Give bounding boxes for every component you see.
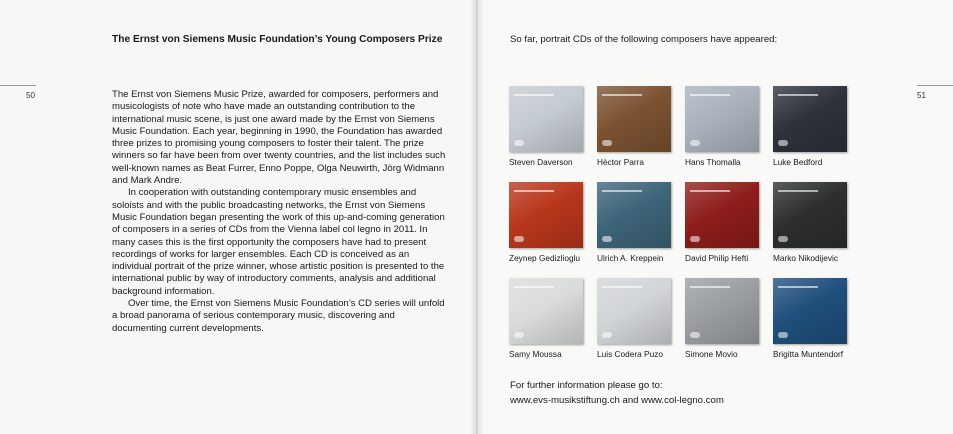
label-logo-icon	[690, 236, 700, 242]
cover-title-bar	[514, 190, 554, 192]
cover-title-bar	[690, 286, 730, 288]
cd-cover	[685, 182, 759, 248]
cd-item	[685, 278, 759, 359]
cd-composer-name: David Philip Hefti	[685, 253, 749, 263]
label-logo-icon	[602, 140, 612, 146]
label-logo-icon	[602, 236, 612, 242]
cd-composer-name: Hèctor Parra	[597, 157, 645, 167]
cd-cover	[509, 278, 583, 344]
cd-cover	[773, 278, 847, 344]
cd-composer-name: Hans Thomalla	[685, 157, 741, 167]
further-info	[510, 379, 724, 408]
paragraph-3: Over time, the Ernst von Siemens Music Foundation’s CD series will unfold a broad panorama of serious contemporary music, discovering and documenting current developments.	[112, 298, 445, 334]
cd-composer-name: Brigitta Muntendorf	[773, 349, 844, 359]
page-title: The Ernst von Siemens Music Foundation’s Young Composers Prize	[112, 34, 443, 45]
cd-composer-name: Luis Codera Puzo	[597, 349, 663, 359]
cd-row	[509, 182, 849, 263]
page-gutter	[470, 0, 484, 434]
paragraph-1: The Ernst von Siemens Music Prize, awarded for composers, performers and musicologists of note who have made an outstanding contribution to the international music scene, is just one award made by the Ernst von Siemens Music Foundation. Each year, beginning in 1990, the Foundation has awarded three prizes to promising young composers to foster their talent. The prize winners so far have been from over twenty countries, and the list includes such well-known names as Beat Furrer, Enno Poppe, Olga Neuwirth, Jörg Widmann and Mark Andre.	[112, 89, 446, 187]
cd-item	[773, 182, 847, 263]
label-logo-icon	[514, 332, 524, 338]
cover-title-bar	[690, 94, 730, 96]
cover-title-bar	[602, 94, 642, 96]
cover-title-bar	[514, 94, 554, 96]
folio-rule-left	[0, 85, 36, 86]
left-page	[0, 0, 476, 434]
cd-cover	[509, 86, 583, 152]
cover-title-bar	[778, 94, 818, 96]
cover-title-bar	[778, 286, 818, 288]
cd-row	[509, 278, 849, 359]
further-info-label: For further information please go to:	[510, 380, 663, 391]
label-logo-icon	[778, 140, 788, 146]
cd-cover	[773, 182, 847, 248]
cd-item	[597, 278, 671, 359]
paragraph-2: In cooperation with outstanding contemporary music ensembles and soloists and with the public broadcasting networks, the Ernst von Siemens Music Foundation began presenting the work of this up-and-coming generation of composers in a series of CDs from the Vienna label col legno in 2011. In many cases this is the first opportunity the composers have had to present recordings of works for larger ensembles. Each CD is conceived as an individual portrait of the prize winner, whose artistic position is presented to the international public by way of introductory comments, analysis and additional background information.	[112, 187, 445, 297]
cd-row	[509, 86, 849, 167]
label-logo-icon	[778, 236, 788, 242]
cd-composer-name: Luke Bedford	[773, 157, 823, 167]
cover-title-bar	[778, 190, 818, 192]
cd-composer-name: Ulrich A. Kreppein	[597, 253, 664, 263]
cd-composer-name: Steven Daverson	[509, 157, 573, 167]
page-number-right: 51	[917, 91, 926, 100]
cd-item	[509, 86, 583, 167]
cd-cover	[597, 182, 671, 248]
label-logo-icon	[690, 140, 700, 146]
cd-cover	[597, 278, 671, 344]
cd-item	[597, 182, 671, 263]
body-text	[112, 89, 450, 335]
cd-composer-name: Marko Nikodijevic	[773, 253, 839, 263]
cd-item	[685, 182, 759, 263]
cd-composer-name: Samy Moussa	[509, 349, 562, 359]
cd-cover	[597, 86, 671, 152]
cd-item	[597, 86, 671, 167]
label-logo-icon	[690, 332, 700, 338]
page-number-left: 50	[26, 91, 35, 100]
cd-item	[509, 182, 583, 263]
cd-cover	[685, 278, 759, 344]
label-logo-icon	[514, 140, 524, 146]
cd-cover	[685, 86, 759, 152]
cd-item	[773, 86, 847, 167]
further-info-links: www.evs-musikstiftung.ch and www.col-legno.com	[510, 394, 724, 406]
cd-composer-name: Zeynep Gedizlioglu	[509, 253, 581, 263]
cover-title-bar	[690, 190, 730, 192]
cd-grid	[509, 86, 849, 374]
cover-title-bar	[602, 286, 642, 288]
label-logo-icon	[514, 236, 524, 242]
cd-cover	[773, 86, 847, 152]
folio-rule-right	[917, 85, 953, 86]
cd-list-intro: So far, portrait CDs of the following composers have appeared:	[510, 34, 778, 45]
label-logo-icon	[602, 332, 612, 338]
cd-cover	[509, 182, 583, 248]
cd-item	[509, 278, 583, 359]
cover-title-bar	[602, 190, 642, 192]
cd-item	[773, 278, 847, 359]
cover-title-bar	[514, 286, 554, 288]
cd-composer-name: Simone Movio	[685, 349, 738, 359]
cd-item	[685, 86, 759, 167]
label-logo-icon	[778, 332, 788, 338]
